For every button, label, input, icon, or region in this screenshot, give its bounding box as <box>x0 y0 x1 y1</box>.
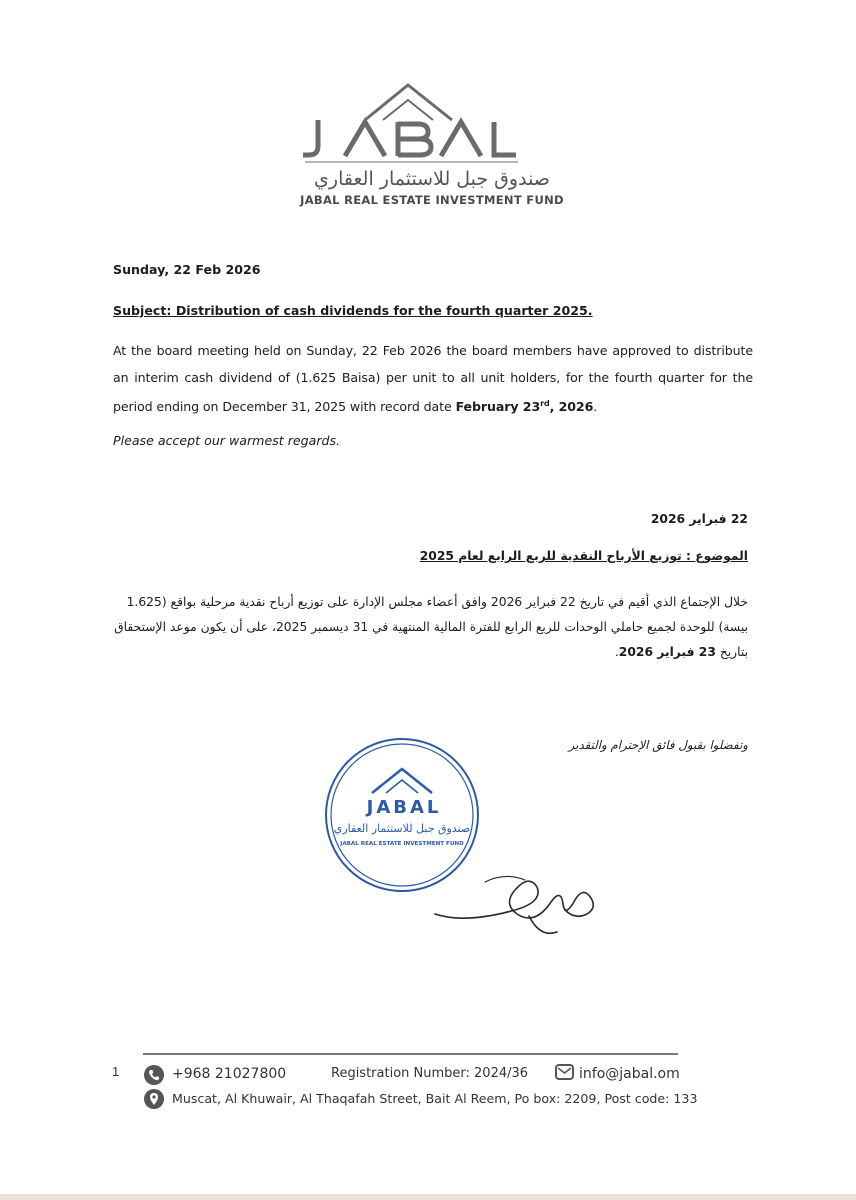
body-english-text: At the board meeting held on Sunday, 22 Feb 2026 the board members have approved to distribute an interim cash dividend of (1.625 Baisa) per unit to all unit holders, for the fourth quarter for the period ending on December 31, 2025 with record date <box>113 343 753 415</box>
footer-address: Muscat, Al Khuwair, Al Thaqafah Street, Bait Al Reem, Po box: 2209, Post code: 133 <box>172 1091 698 1106</box>
letter-body-arabic: خلال الإجتماع الذي أقيم في تاريخ 22 فبراير 2026 وافق أعضاء مجلس الإدارة على توزيع أرباح نقدية مرحلية بواقع (1.625 بيسة) للوحدة لجميع حاملي الوحدات للربع الرابع للفترة المالية المنتهية في 31 ديسمبر 2025، على أن يكون موعد الإستحقاق بتاريخ 23 فبراير 2026. <box>114 595 748 659</box>
body-arabic-text: خلال الإجتماع الذي أقيم في تاريخ 22 فبراير 2026 وافق أعضاء مجلس الإدارة على توزيع أرباح نقدية مرحلية بواقع (1.625 بيسة) للوحدة لجميع حاملي الوحدات للربع الرابع للفترة المالية المنتهية في 31 ديسمبر 2025، على أن يكون موعد الإستحقاق بتاريخ <box>114 595 748 659</box>
stamp-brand-latin: JABAL <box>366 797 442 818</box>
brand-english-name: JABAL REAL ESTATE INVESTMENT FUND <box>300 193 564 207</box>
jabal-logo <box>0 80 856 210</box>
footer-email: info@jabal.om <box>579 1066 680 1082</box>
stamp-brand-arabic: صندوق جبل للاستثمار العقاري <box>333 822 471 835</box>
record-date-arabic: 23 فبراير 2026 <box>618 645 716 659</box>
letter-date-arabic: 22 فبراير 2026 <box>650 512 748 526</box>
letter-body-english: At the board meeting held on Sunday, 22 Feb 2026 the board members have approved to distribute an interim cash dividend of (1.625 Baisa) per unit to all unit holders, for the fourth quarter for the period ending on December 31, 2025 with record date February 23rd, 2026. <box>113 343 753 415</box>
page-number: 1 <box>112 1064 120 1079</box>
record-date-english: February 23rd, 2026 <box>455 399 594 415</box>
phone-icon <box>144 1065 164 1085</box>
footer-phone: +968 21027800 <box>172 1066 287 1082</box>
footer-registration-number: Registration Number: 2024/36 <box>331 1066 529 1081</box>
bottom-band <box>0 1194 856 1200</box>
stamp-brand-english: JABAL REAL ESTATE INVESTMENT FUND <box>340 841 464 847</box>
footer-rule <box>143 1053 678 1055</box>
letter-subject-english: Subject: Distribution of cash dividends for the fourth quarter 2025. <box>113 303 593 318</box>
letter-date-english: Sunday, 22 Feb 2026 <box>113 262 261 277</box>
brand-arabic-name: صندوق جبل للاستثمار العقاري <box>314 168 550 190</box>
handwritten-signature <box>425 852 625 942</box>
location-pin-icon <box>144 1089 164 1109</box>
jabal-mountain-logo-icon <box>0 80 856 170</box>
regards-english: Please accept our warmest regards. <box>113 433 341 448</box>
mail-icon <box>555 1064 574 1080</box>
letter-subject-arabic: الموضوع : توزيع الأرباح النقدية للربع الرابع لعام 2025 <box>419 549 748 563</box>
regards-arabic: وتفضلوا بقبول فائق الإحترام والتقدير <box>568 738 748 752</box>
